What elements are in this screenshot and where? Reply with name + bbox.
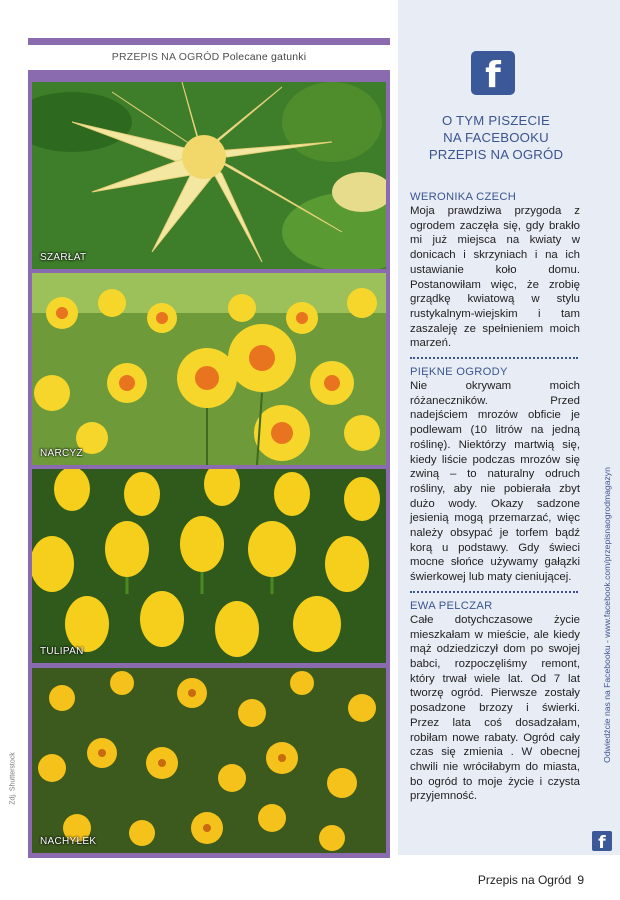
caption-daffodil: NARCYZ (40, 448, 83, 459)
daffodil-image (32, 273, 386, 465)
divider (410, 591, 578, 593)
photo-tulip (32, 469, 386, 663)
magazine-name: Przepis na Ogród (477, 873, 572, 887)
top-bar (28, 38, 390, 45)
comment-author: EWA PELCZAR (410, 599, 493, 612)
photo-daffodil (32, 273, 386, 465)
comment-entry (410, 190, 580, 351)
section-header (28, 51, 390, 63)
subsection-label: Polecane gatunki (222, 51, 307, 63)
tulip-image (32, 469, 386, 663)
comment-list (410, 190, 580, 810)
divider (410, 357, 578, 359)
sidebar-title-line1: O TYM PISZECIE (441, 113, 551, 128)
comment-text: Nie okrywam moich różaneczników. Przed nadejściem mrozów obficie je podlewam (10 litrów na jedną roślinę). Niektórzy martwią się, kiedy liście podczas mrozów się zwiną – to naturalny odruch rośliny, aby nie pobierała zbyt dużo wody. Okazy sadzone jesienią mogą przemarzać, więc należy obsypać je torfem bądź korą u podstawy. Gdy świeci mocne słońce używamy gałązki świerkowej lub maty cieniującej. (410, 380, 580, 584)
facebook-url-text[interactable]: Odwiedźcie nas na Facebooku - www.facebook.com/przepisnaogrodmagazyn (602, 467, 612, 763)
caption-amaranth: SZARŁAT (40, 252, 87, 263)
facebook-small-icon[interactable]: f (592, 831, 612, 851)
coreopsis-image (32, 668, 386, 853)
photo-gallery (28, 70, 390, 858)
sidebar-title (398, 112, 594, 163)
sidebar-title-line2: NA FACEBOOKU (443, 130, 549, 145)
photo-coreopsis (32, 668, 386, 853)
facebook-sidebar (398, 0, 620, 855)
caption-coreopsis: NACHYŁEK (40, 836, 97, 847)
page-number: 9 (577, 873, 584, 887)
comment-entry (410, 599, 580, 804)
facebook-icon[interactable]: f (471, 51, 515, 95)
facebook-url-note (597, 405, 617, 825)
amaranth-image (32, 82, 386, 269)
photo-amaranth (32, 82, 386, 269)
comment-text: Całe dotychczasowe życie mieszkałam w mieście, ale kiedy mąż odziedziczył dom po swojej babci, rozpoczęliśmy remont, który trwał wiele lat. Od 7 lat tworzę ogród. Pierwsze zostały posadzone brzozy i świerki. Przez lata coś dosadzałam, robiłam nowe rabaty. Ogród cały czas się zmienia . W obecnej chwili nie wróciłabym do miasta, bo ogród to moje życie i czysta przyjemność. (410, 613, 580, 803)
caption-tulip: TULIPAN (40, 646, 84, 657)
comment-text: Moja prawdziwa przygoda z ogrodem zaczęła się, gdy brakło mi już miejsca na kwiaty w donicach i skrzyniach i na ich ustawianie koło domu. Postanowiłam więc, że zrobię grządkę kwiatową w stylu rustykalnym-wiejskim i tam zaszaleję ze spełnieniem moich marzeń. (410, 205, 580, 350)
page-footer (478, 873, 584, 887)
photo-credit: Zdj. Shutterstock (9, 752, 17, 805)
comment-author: PIĘKNE OGRODY (410, 366, 508, 379)
sidebar-title-line3: PRZEPIS NA OGRÓD (428, 147, 564, 162)
comment-entry (410, 365, 580, 585)
section-label: PRZEPIS NA OGRÓD (111, 51, 220, 63)
comment-author: WERONIKA CZECH (410, 191, 517, 203)
